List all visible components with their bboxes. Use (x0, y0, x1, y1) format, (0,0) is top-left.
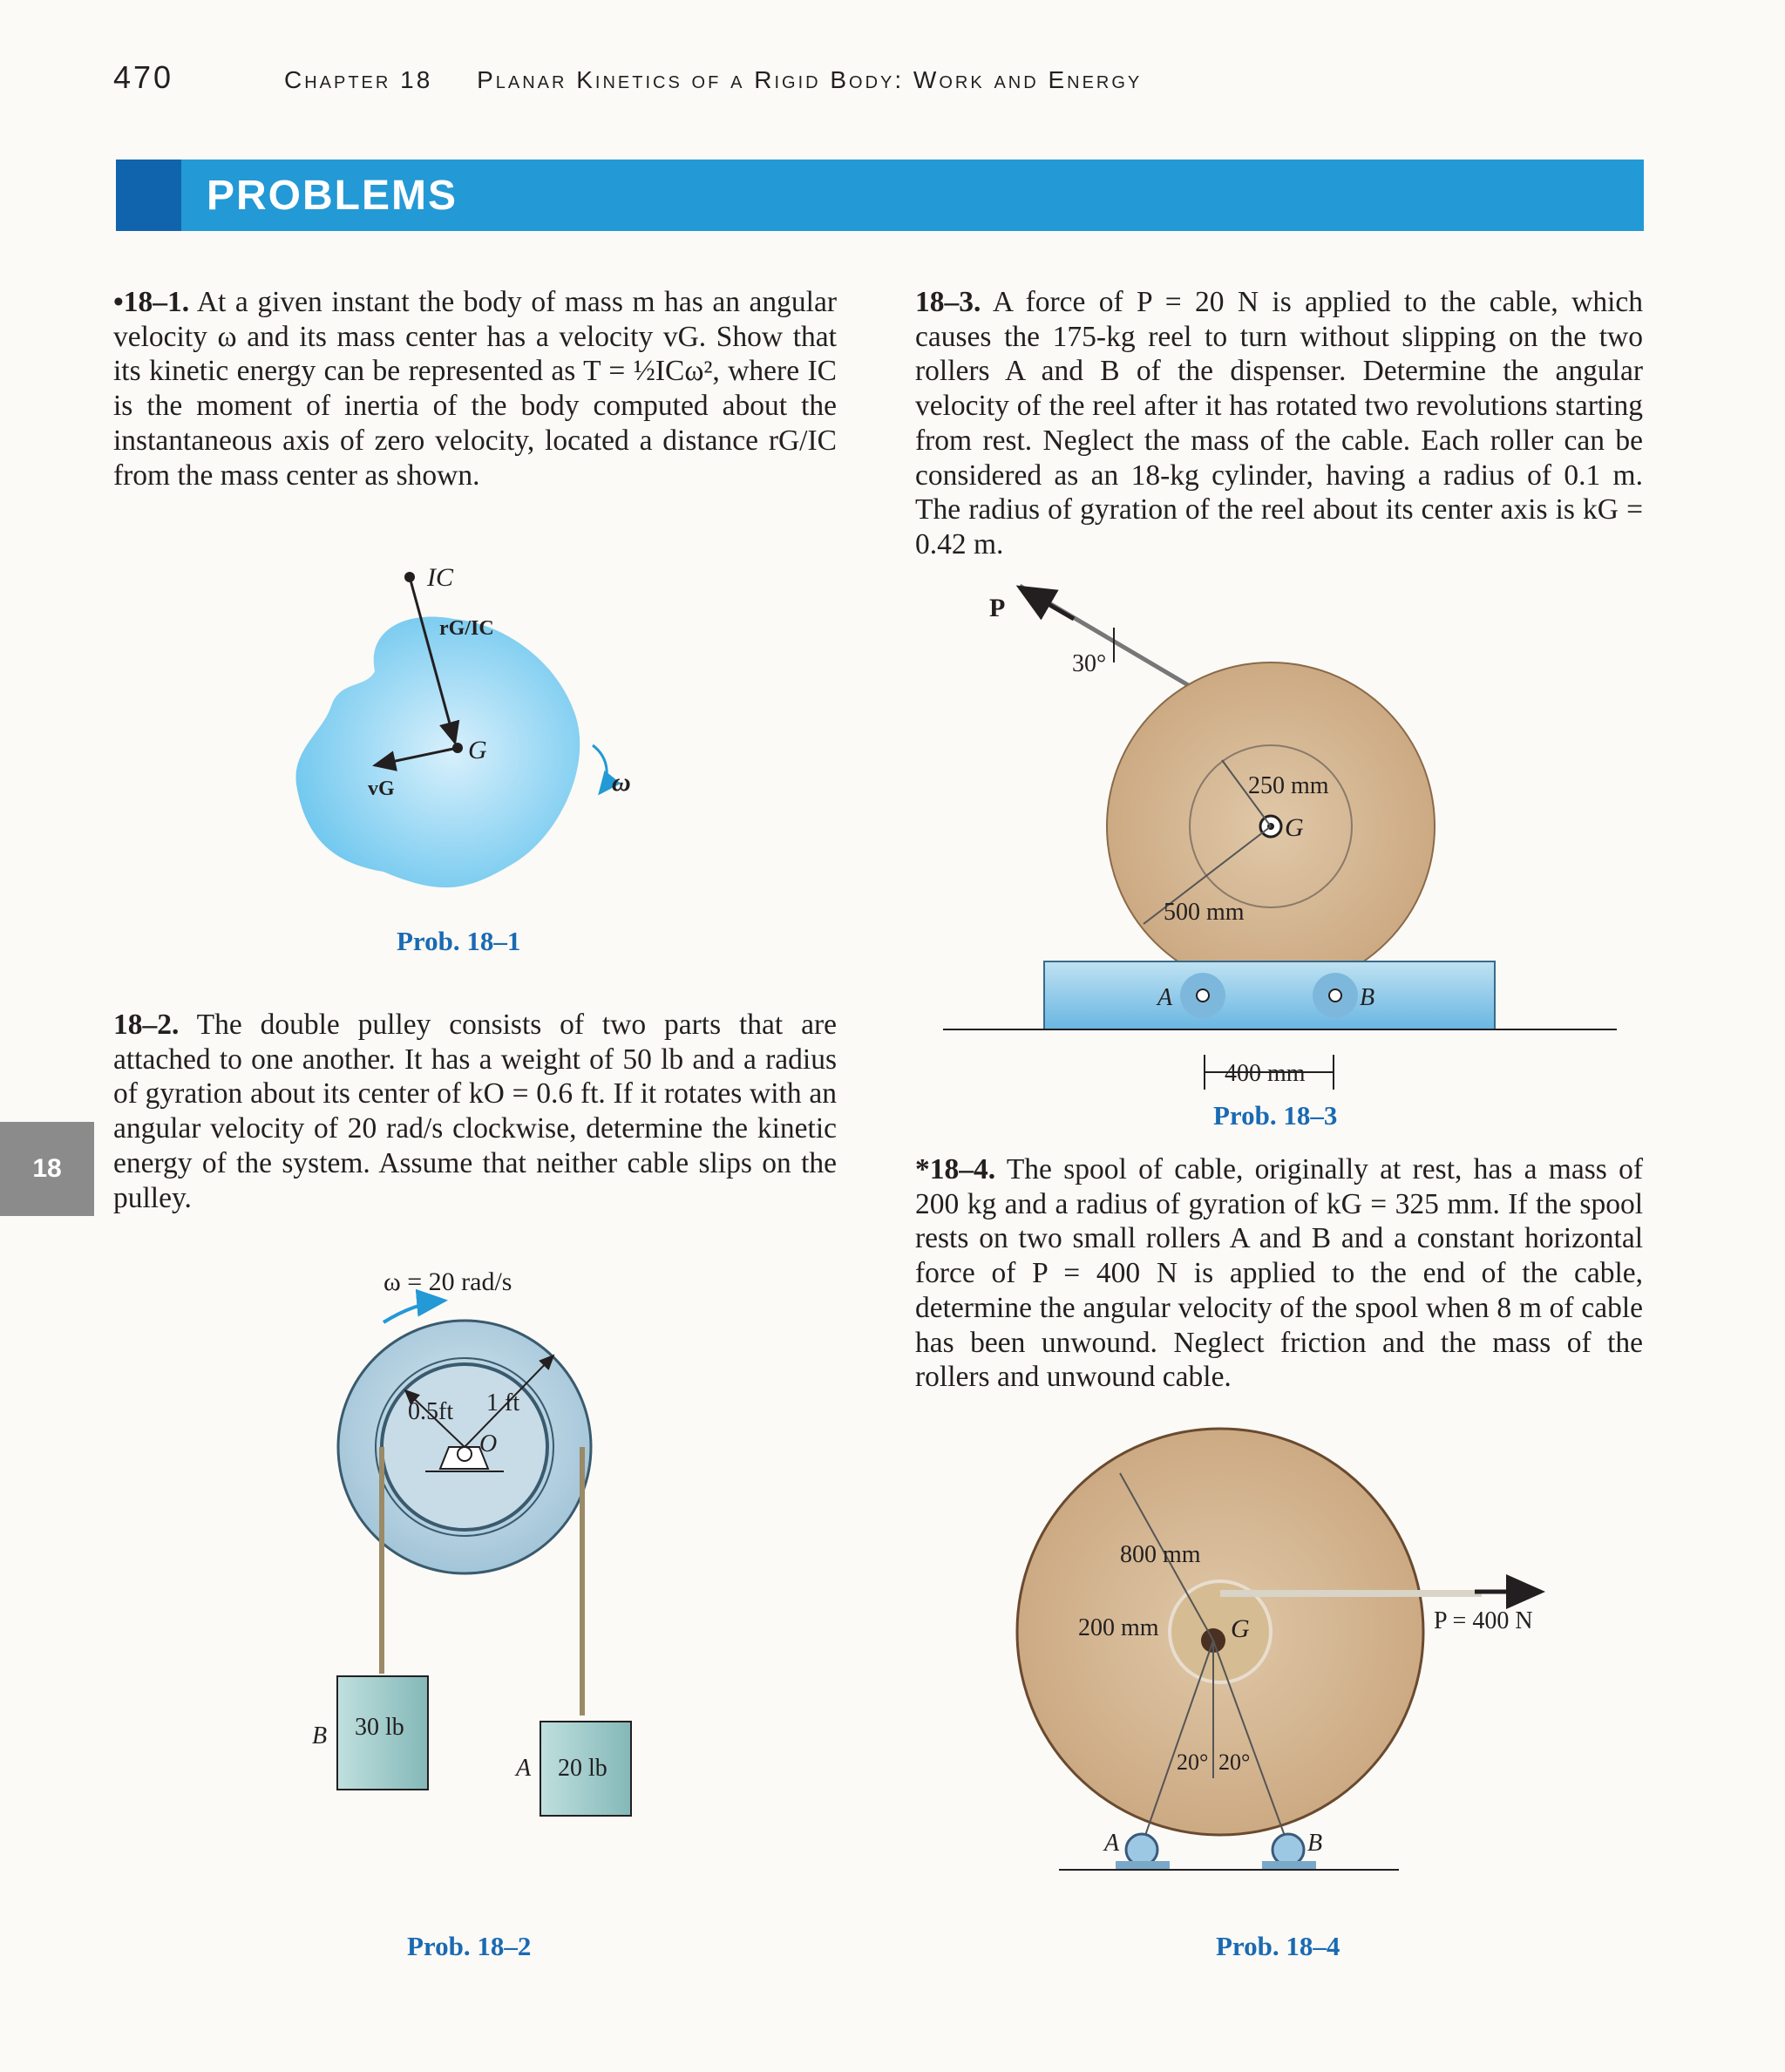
problem-number: 18–3. (915, 286, 981, 318)
label-o: O (479, 1430, 498, 1457)
label-p: P (989, 594, 1006, 622)
problem-text: The spool of cable, originally at rest, has a mass of 200 kg and a radius of gyration of kG = 325 mm. If the spool rests on two small rollers A and B and a constant horizontal force of P = 400 N is applied to the end of the cable, determine the angular velocity of the spool when 8 m of cable has been unwound. Neglect friction and the mass of the rollers and unwound cable. (915, 1153, 1643, 1394)
label-a: A (516, 1755, 532, 1782)
caption-18-1: Prob. 18–1 (397, 926, 521, 956)
label-a: A (1157, 984, 1173, 1011)
label-r: rG/IC (439, 617, 494, 640)
label-b: B (1360, 984, 1375, 1011)
label-g: G (468, 736, 487, 764)
problem-number: •18–1. (113, 286, 190, 318)
roller-b-base (1262, 1861, 1316, 1870)
roller-a-base (1116, 1861, 1170, 1870)
caption-18-3: Prob. 18–3 (1213, 1100, 1338, 1131)
label-inner: 0.5ft (408, 1398, 454, 1425)
label-b: B (1307, 1830, 1323, 1857)
chapter-label: Chapter 18 (284, 66, 433, 93)
label-30lb: 30 lb (355, 1714, 404, 1741)
label-ic: IC (427, 563, 453, 592)
label-250: 250 mm (1248, 772, 1329, 799)
label-omega-20: ω = 20 rad/s (383, 1267, 512, 1296)
problem-text: A force of P = 20 N is applied to the cable, which causes the 175-kg reel to turn without slipping on the two rollers A and B of the dispenser. Determine the angular velocity of the reel after it has rotated two revolutions starting from rest. Neglect the mass of the cable. Each roller can be considered as an 18-kg cylinder, having a radius of 0.1 m. The radius of gyration of the reel about its center axis is kG = 0.42 m. (915, 286, 1643, 560)
label-outer: 1 ft (486, 1389, 520, 1416)
label-30deg: 30° (1072, 650, 1107, 677)
label-b: B (312, 1722, 328, 1749)
label-400: 400 mm (1225, 1060, 1306, 1087)
roller-b (1273, 1834, 1304, 1865)
label-omega: ω (612, 768, 631, 797)
chapter-thumb-tab: 18 (0, 1122, 94, 1216)
chapter-title: Planar Kinetics of a Rigid Body: Work and Energy (477, 66, 1143, 93)
label-g: G (1231, 1614, 1250, 1643)
problem-number: 18–2. (113, 1009, 180, 1041)
label-20deg-2: 20° (1218, 1749, 1251, 1775)
label-500: 500 mm (1164, 899, 1245, 926)
caption-18-2: Prob. 18–2 (407, 1931, 532, 1961)
label-p400: P = 400 N (1434, 1607, 1533, 1634)
caption-18-4: Prob. 18–4 (1216, 1931, 1340, 1961)
roller-a (1126, 1834, 1157, 1865)
label-800: 800 mm (1120, 1541, 1201, 1568)
label-200: 200 mm (1078, 1614, 1159, 1641)
problem-text: The double pulley consists of two parts that are attached to one another. It has a weight of 50 lb and a radius of gyration about its center of kO = 0.6 ft. If it rotates with an angular velocity of 20 rad/s clockwise, determine the kinetic energy of the system. Assume that neither cable slips on the pulley. (113, 1009, 837, 1214)
label-g: G (1285, 813, 1304, 842)
problem-number: *18–4. (915, 1153, 996, 1185)
label-20lb: 20 lb (558, 1755, 607, 1782)
label-v: vG (368, 778, 395, 800)
label-a: A (1104, 1830, 1120, 1857)
section-title: PROBLEMS (207, 173, 458, 219)
problem-text: At a given instant the body of mass m has an angular velocity ω and its mass center has a velocity vG. Show that its kinetic energy can be represented as T = ½ICω², where IC is the moment of inertia of the body computed about the instantaneous axis of zero velocity, located a distance rG/IC from the mass center as shown. (113, 286, 837, 492)
page-number: 470 (113, 59, 174, 95)
label-20deg-1: 20° (1177, 1749, 1209, 1775)
